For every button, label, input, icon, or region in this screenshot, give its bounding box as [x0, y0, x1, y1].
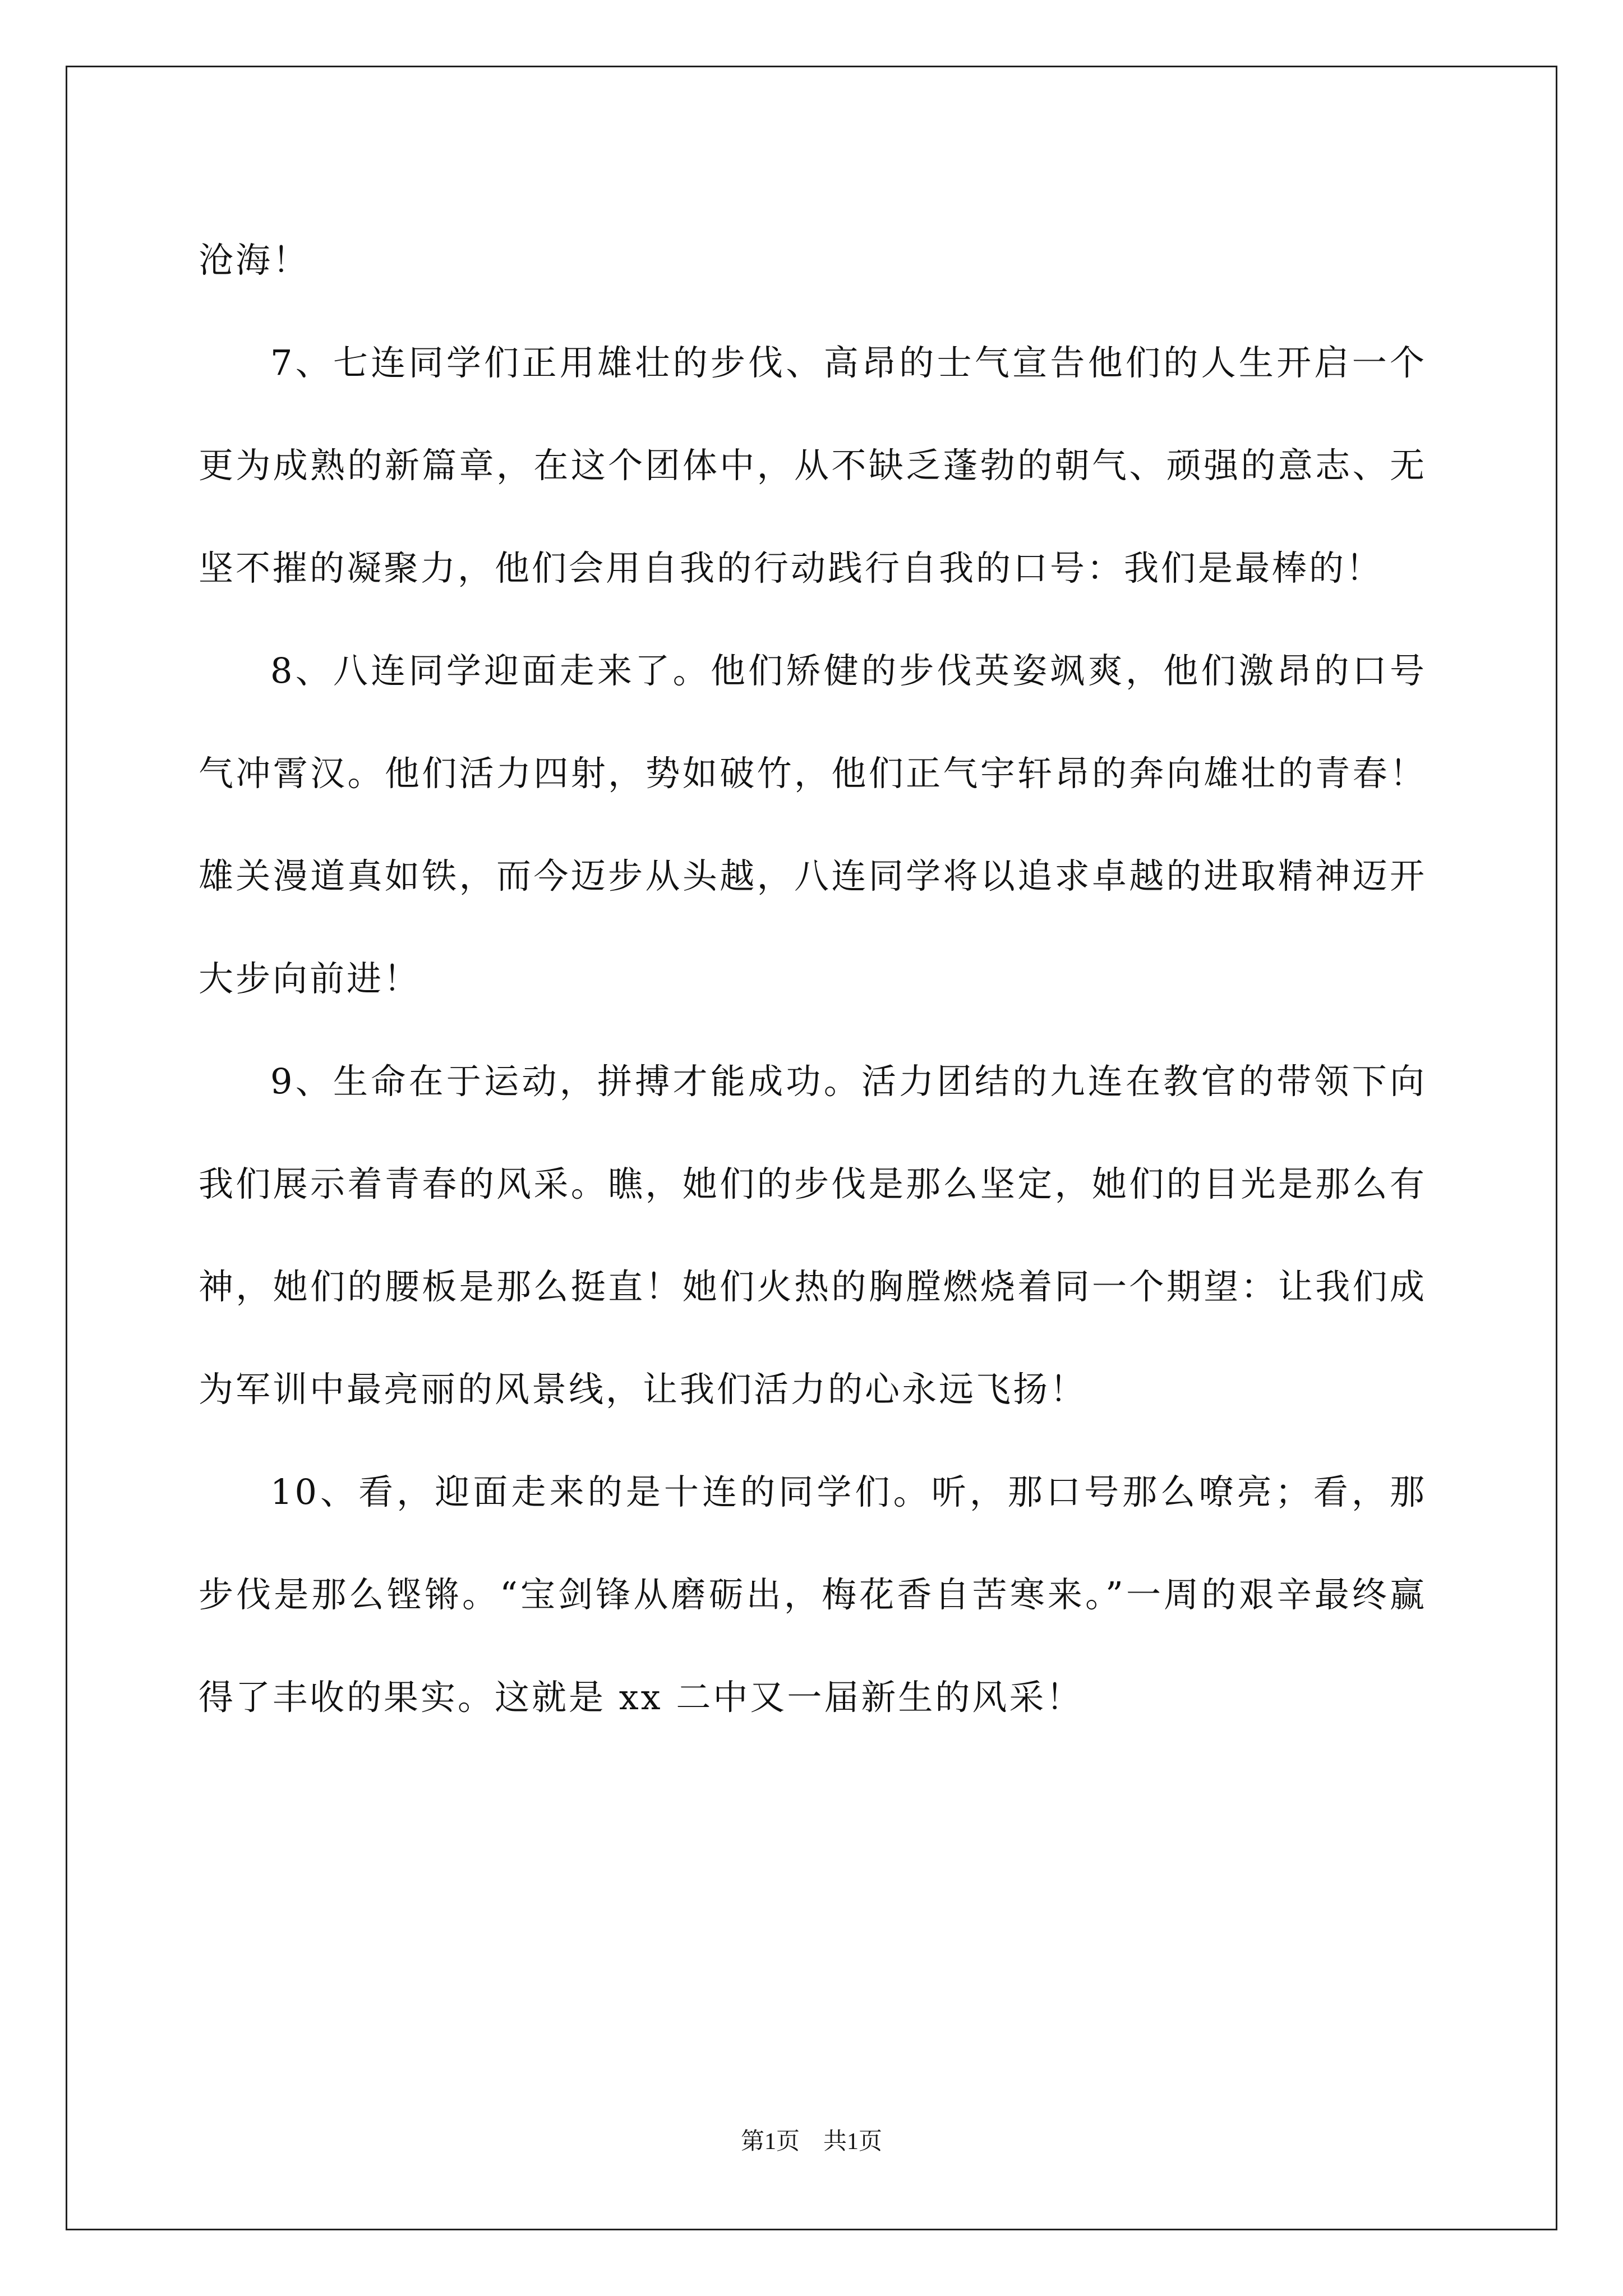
- paragraph-item-7: 7、七连同学们正用雄壮的步伐、高昂的士气宣告他们的人生开启一个更为成熟的新篇章，在这个团体中，从不缺乏蓬勃的朝气、顽强的意志、无坚不摧的凝聚力，他们会用自我的行动践行自我的口号：我们是最棒的！: [199, 342, 1427, 588]
- paragraph-continuation: 沧海！: [199, 240, 310, 280]
- paragraph-item-8: 8、八连同学迎面走来了。他们矫健的步伐英姿飒爽，他们激昂的口号气冲霄汉。他们活力四射，势如破竹，他们正气宇轩昂的奔向雄壮的青春！雄关漫道真如铁，而今迈步从头越，八连同学将以追求卓越的进取精神迈开大步向前进！: [199, 650, 1427, 999]
- paragraph-item-10: 10、看，迎面走来的是十连的同学们。听，那口号那么嘹亮；看，那步伐是那么铿锵。“宝剑锋从磨砺出，梅花香自苦寒来。”一周的艰辛最终赢得了丰收的果实。这就是 xx 二中又一届新生的风采！: [199, 1471, 1427, 1718]
- document-body: [199, 209, 1427, 1749]
- paragraph-item-9: 9、生命在于运动，拼搏才能成功。活力团结的九连在教官的带领下向我们展示着青春的风采。瞧，她们的步伐是那么坚定，她们的目光是那么有神，她们的腰板是那么挺直！她们火热的胸膛燃烧着同一个期望：让我们成为军训中最亮丽的风景线，让我们活力的心永远飞扬！: [199, 1061, 1427, 1410]
- page-footer: 第1页 共1页: [740, 2129, 882, 2155]
